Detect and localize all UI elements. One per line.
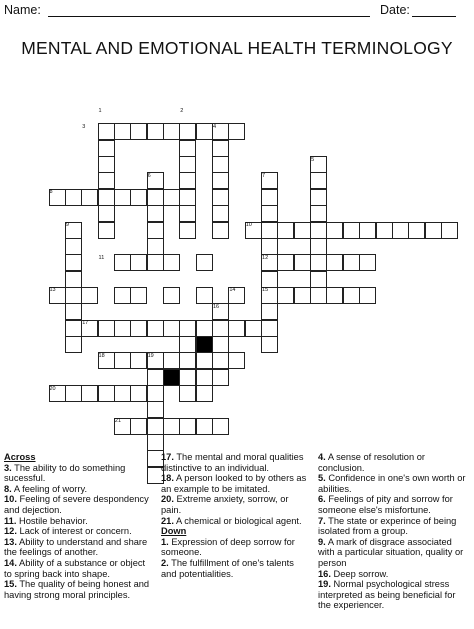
clue-number-label: 2 — [180, 107, 184, 114]
clue-number: 2. — [161, 557, 169, 568]
clue-item — [318, 516, 470, 537]
grid-cell[interactable] — [228, 123, 245, 140]
grid-cell[interactable] — [212, 140, 229, 157]
grid-cell[interactable] — [343, 287, 360, 304]
grid-cell[interactable] — [261, 222, 278, 239]
clue-number-label: 5 — [311, 156, 315, 163]
grid-cell[interactable] — [179, 189, 196, 206]
grid-cell[interactable] — [147, 189, 164, 206]
grid-cell[interactable] — [65, 336, 82, 353]
grid-cell[interactable] — [163, 123, 180, 140]
grid-cell[interactable] — [310, 205, 327, 222]
grid-cell[interactable] — [196, 369, 213, 386]
grid-cell[interactable] — [294, 287, 311, 304]
name-label: Name: — [4, 3, 41, 17]
across-clue-list — [4, 463, 154, 601]
grid-cell[interactable] — [310, 271, 327, 288]
grid-cell[interactable] — [179, 156, 196, 173]
clue-text: The mental and moral qualities distinctive to an individual. — [161, 452, 304, 473]
clue-text: A sense of resolution or conclusion. — [318, 452, 425, 473]
grid-cell[interactable] — [98, 123, 115, 140]
grid-cell[interactable] — [261, 238, 278, 255]
grid-cell[interactable] — [359, 254, 376, 271]
clue-number-label: 20 — [49, 385, 56, 392]
grid-cell[interactable] — [65, 287, 82, 304]
black-cell — [163, 369, 180, 386]
grid-cell[interactable] — [114, 254, 131, 271]
grid-cell[interactable] — [65, 271, 82, 288]
clue-number-label: 14 — [229, 287, 236, 294]
grid-cell[interactable] — [179, 352, 196, 369]
grid-cell[interactable] — [147, 205, 164, 222]
clue-item — [318, 452, 470, 473]
grid-cell[interactable] — [114, 320, 131, 337]
clue-number-label: 3 — [82, 123, 86, 130]
grid-cell[interactable] — [212, 369, 229, 386]
grid-cell[interactable] — [130, 385, 147, 402]
clue-item — [4, 516, 154, 527]
grid-cell[interactable] — [343, 254, 360, 271]
grid-cell[interactable] — [326, 222, 343, 239]
grid-cell[interactable] — [261, 336, 278, 353]
grid-cell[interactable] — [81, 287, 98, 304]
grid-cell[interactable] — [277, 254, 294, 271]
grid-cell[interactable] — [212, 336, 229, 353]
grid-cell[interactable] — [212, 172, 229, 189]
page-title: MENTAL AND EMOTIONAL HEALTH TERMINOLOGY — [21, 38, 453, 58]
clue-number: 5. — [318, 473, 326, 484]
grid-cell[interactable] — [81, 189, 98, 206]
grid-cell[interactable] — [179, 385, 196, 402]
clue-item — [4, 494, 154, 515]
grid-cell[interactable] — [359, 222, 376, 239]
grid-cell[interactable] — [326, 254, 343, 271]
grid-cell[interactable] — [228, 352, 245, 369]
clue-text: A chemical or biological agent. — [173, 515, 302, 526]
grid-cell[interactable] — [179, 205, 196, 222]
grid-cell[interactable] — [114, 352, 131, 369]
clue-text: Extreme anxiety, sorrow, or pain. — [161, 494, 289, 515]
clue-item — [4, 558, 154, 579]
grid-cell[interactable] — [212, 222, 229, 239]
grid-cell[interactable] — [147, 238, 164, 255]
grid-cell[interactable] — [310, 189, 327, 206]
clue-text: Ability to understand and share the feelings of another. — [4, 536, 148, 558]
clue-item — [4, 579, 154, 600]
grid-cell[interactable] — [179, 172, 196, 189]
grid-cell[interactable] — [277, 222, 294, 239]
clue-item — [4, 537, 154, 558]
grid-cell[interactable] — [163, 189, 180, 206]
clue-number: 17. — [161, 452, 174, 462]
grid-cell[interactable] — [98, 172, 115, 189]
grid-cell[interactable] — [163, 418, 180, 435]
clue-number-label: 18 — [98, 352, 105, 359]
grid-cell[interactable] — [196, 385, 213, 402]
clue-item — [161, 473, 311, 494]
clue-number: 9. — [318, 536, 326, 547]
grid-cell[interactable] — [130, 123, 147, 140]
grid-cell[interactable] — [261, 303, 278, 320]
grid-cell[interactable] — [163, 352, 180, 369]
clue-text: The quality of being honest and having strong moral principles. — [4, 579, 150, 600]
clue-number: 13. — [4, 536, 17, 547]
grid-cell[interactable] — [98, 222, 115, 239]
clue-number: 11. — [4, 515, 17, 526]
grid-cell[interactable] — [81, 385, 98, 402]
grid-cell[interactable] — [310, 238, 327, 255]
grid-cell[interactable] — [147, 320, 164, 337]
clue-number-label: 8 — [49, 189, 53, 196]
grid-cell[interactable] — [147, 123, 164, 140]
grid-cell[interactable] — [179, 320, 196, 337]
clue-number: 4. — [318, 452, 326, 462]
grid-cell[interactable] — [114, 385, 131, 402]
clue-text: The fulfillment of one's talents and potentialities. — [161, 557, 294, 579]
grid-cell[interactable] — [147, 369, 164, 386]
clue-item — [318, 537, 470, 569]
grid-cell[interactable] — [179, 418, 196, 435]
black-cell — [196, 336, 213, 353]
clue-item — [318, 494, 470, 515]
grid-cell[interactable] — [310, 254, 327, 271]
across-clue-list-continued — [161, 452, 311, 526]
grid-cell[interactable] — [196, 254, 213, 271]
down-heading: Down — [161, 526, 187, 537]
clue-item — [161, 494, 311, 515]
clue-number: 14. — [4, 557, 17, 568]
grid-cell[interactable] — [376, 222, 393, 239]
clue-number-label: 16 — [213, 303, 220, 310]
grid-cell[interactable] — [65, 385, 82, 402]
grid-cell[interactable] — [228, 320, 245, 337]
clue-number: 12. — [4, 526, 17, 537]
clue-number: 19. — [318, 579, 331, 590]
grid-cell[interactable] — [98, 385, 115, 402]
clue-item — [161, 516, 311, 527]
grid-cell[interactable] — [261, 271, 278, 288]
clue-number-label: 10 — [245, 222, 252, 228]
clue-number-label: 12 — [262, 254, 269, 261]
clue-item — [4, 484, 154, 495]
grid-cell[interactable] — [147, 434, 164, 451]
clue-number-label: 15 — [262, 287, 269, 294]
clue-number: 15. — [4, 579, 17, 590]
grid-cell[interactable] — [147, 385, 164, 402]
date-label: Date: — [380, 3, 410, 17]
grid-cell[interactable] — [196, 320, 213, 337]
grid-cell[interactable] — [147, 222, 164, 239]
grid-cell[interactable] — [114, 287, 131, 304]
grid-cell[interactable] — [261, 189, 278, 206]
grid-cell[interactable] — [98, 320, 115, 337]
grid-cell[interactable] — [212, 418, 229, 435]
grid-cell[interactable] — [212, 352, 229, 369]
grid-cell[interactable] — [310, 172, 327, 189]
grid-cell[interactable] — [196, 352, 213, 369]
grid-cell[interactable] — [147, 401, 164, 418]
clue-number-label: 1 — [98, 107, 102, 114]
clue-text: Feelings of pity and sorrow for someone else's misfortune. — [318, 494, 453, 515]
grid-cell[interactable] — [65, 189, 82, 206]
grid-cell[interactable] — [294, 254, 311, 271]
clue-number-label: 21 — [114, 418, 122, 425]
clue-number: 21. — [161, 515, 174, 526]
grid-cell[interactable] — [425, 222, 442, 239]
grid-cell[interactable] — [212, 189, 229, 206]
grid-cell[interactable] — [65, 254, 82, 271]
grid-cell[interactable] — [163, 287, 180, 304]
clues-column-3 — [318, 452, 470, 611]
grid-cell[interactable] — [212, 320, 229, 337]
grid-cell[interactable] — [277, 287, 294, 304]
grid-cell[interactable] — [163, 254, 180, 271]
clue-text: A feeling of worry. — [11, 483, 88, 494]
grid-cell[interactable] — [130, 287, 147, 304]
grid-cell[interactable] — [65, 303, 82, 320]
clue-number: 1. — [161, 536, 169, 547]
grid-cell[interactable] — [294, 222, 311, 239]
grid-cell[interactable] — [179, 140, 196, 157]
clue-text: Ability of a substance or object to spring back into shape. — [4, 557, 146, 579]
grid-cell[interactable] — [196, 123, 213, 140]
grid-cell[interactable] — [179, 369, 196, 386]
grid-cell[interactable] — [130, 320, 147, 337]
clue-text: Expression of deep sorrow for someone. — [161, 536, 295, 558]
grid-cell[interactable] — [98, 205, 115, 222]
clues-section — [0, 452, 474, 629]
grid-cell[interactable] — [261, 320, 278, 337]
grid-cell[interactable] — [245, 320, 262, 337]
grid-cell[interactable] — [98, 189, 115, 206]
grid-cell[interactable] — [408, 222, 425, 239]
grid-cell[interactable] — [163, 320, 180, 337]
clue-text: A person looked to by others as an example to be imitated. — [161, 473, 307, 494]
clue-text: Feeling of severe despondency and dejection. — [4, 494, 149, 515]
grid-cell[interactable] — [114, 123, 131, 140]
clue-number-label: 6 — [147, 172, 151, 179]
across-heading: Across — [4, 452, 36, 462]
grid-cell[interactable] — [359, 287, 376, 304]
grid-cell[interactable] — [326, 287, 343, 304]
grid-cell[interactable] — [179, 336, 196, 353]
grid-cell[interactable] — [130, 189, 147, 206]
grid-cell[interactable] — [130, 418, 147, 435]
grid-cell[interactable] — [310, 287, 327, 304]
clue-text: The state or experince of being isolated from a group. — [318, 515, 457, 537]
clue-number: 6. — [318, 494, 326, 505]
grid-cell[interactable] — [98, 156, 115, 173]
down-clue-list — [161, 537, 311, 579]
grid-cell[interactable] — [179, 222, 196, 239]
clue-number: 3. — [4, 462, 12, 473]
down-clue-list-continued — [318, 452, 470, 611]
grid-cell[interactable] — [114, 189, 131, 206]
grid-cell[interactable] — [310, 222, 327, 239]
clue-number-label: 4 — [213, 123, 217, 130]
grid-cell[interactable] — [261, 205, 278, 222]
grid-cell[interactable] — [65, 320, 82, 337]
clue-text: A mark of disgrace associated with a particular situation, quality or person — [318, 536, 464, 568]
clue-text: Normal psychological stress interpreted as being beneficial for the experiencer. — [318, 579, 456, 611]
clue-item — [161, 558, 311, 579]
clue-item — [4, 463, 154, 484]
grid-cell[interactable] — [65, 238, 82, 255]
clue-number-label: 17 — [82, 320, 89, 327]
grid-cell[interactable] — [196, 287, 213, 304]
clue-text: Deep sorrow. — [330, 568, 389, 579]
grid-cell[interactable] — [196, 418, 213, 435]
grid-cell[interactable] — [147, 254, 164, 271]
clue-item — [318, 569, 470, 580]
clue-number: 16. — [318, 568, 331, 579]
grid-cell[interactable] — [130, 254, 147, 271]
clue-item — [161, 452, 311, 473]
grid-cell[interactable] — [392, 222, 409, 239]
grid-cell[interactable] — [130, 352, 147, 369]
grid-cell[interactable] — [212, 205, 229, 222]
grid-cell[interactable] — [98, 140, 115, 157]
clue-number: 8. — [4, 483, 12, 494]
clue-number: 20. — [161, 494, 174, 505]
clue-number-label: 19 — [147, 352, 154, 359]
grid-cell[interactable] — [179, 123, 196, 140]
clue-item — [318, 473, 470, 494]
clue-number: 18. — [161, 473, 174, 484]
clue-number: 10. — [4, 494, 17, 505]
clue-number-label: 13 — [49, 287, 56, 294]
grid-cell[interactable] — [343, 222, 360, 239]
clue-number-label: 9 — [65, 222, 69, 228]
clue-item — [318, 579, 470, 611]
clues-column-1 — [4, 452, 154, 600]
clue-number: 7. — [318, 515, 326, 526]
clue-text: Lack of interest or concern. — [16, 526, 132, 537]
grid-cell[interactable] — [441, 222, 458, 239]
clue-item — [4, 526, 154, 537]
clue-text: Confidence in one's own worth or abilities. — [318, 473, 466, 494]
clue-number-label: 11 — [98, 254, 105, 261]
clue-text: The ability to do something sucessful. — [4, 462, 126, 484]
clue-number-label: 7 — [262, 172, 266, 179]
clue-item — [161, 537, 311, 558]
grid-cell[interactable] — [212, 156, 229, 173]
grid-cell[interactable] — [147, 418, 164, 435]
clues-column-2 — [161, 452, 311, 579]
clue-text: Hostile behavior. — [16, 515, 88, 526]
